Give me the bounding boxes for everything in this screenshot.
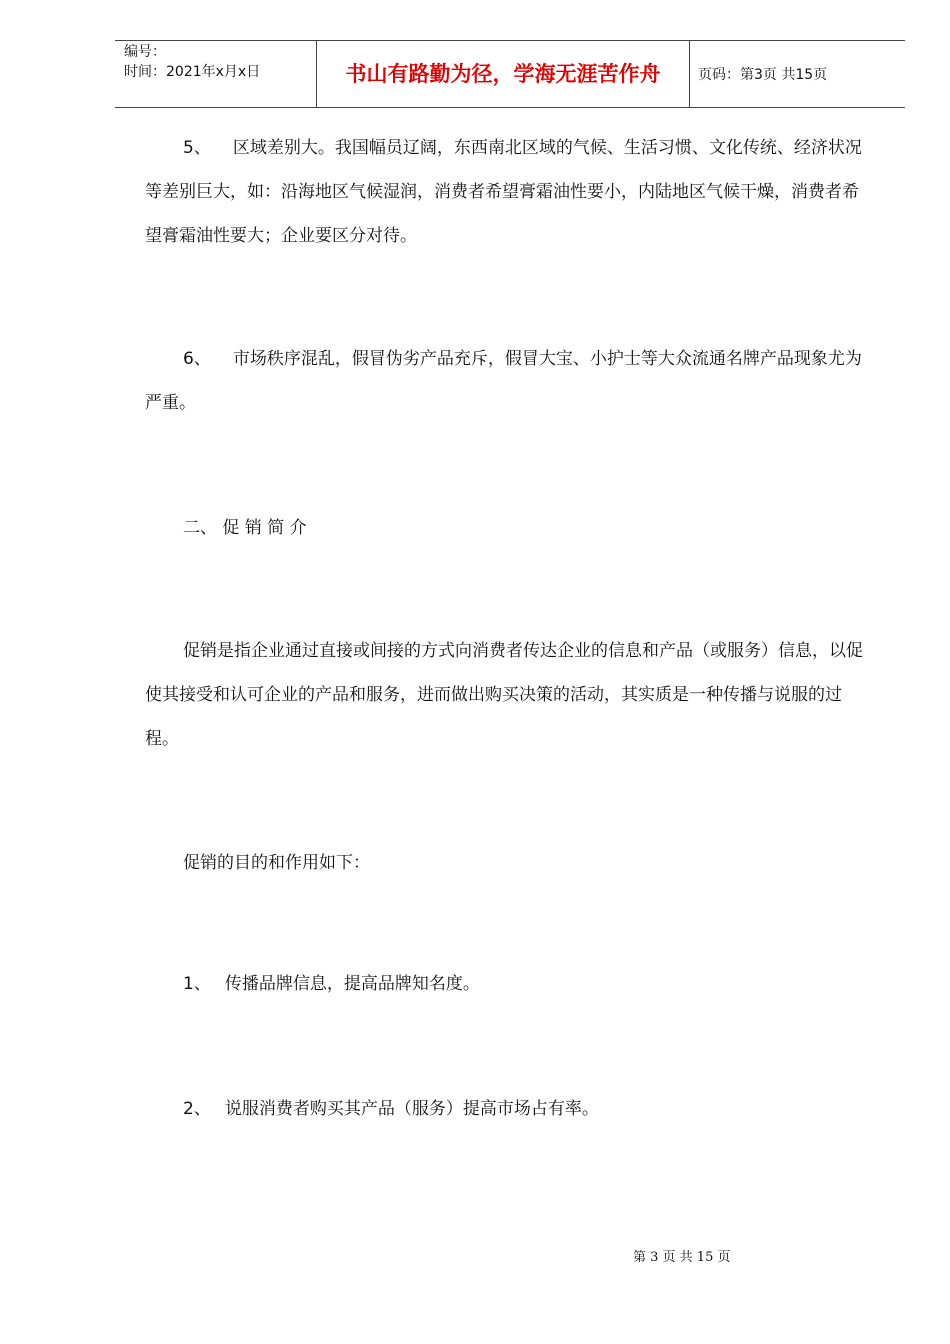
paragraph-item-5 [145,126,875,258]
paragraph-intro [145,629,875,761]
item-6-text: 市场秩序混乱，假冒伪劣产品充斥，假冒大宝、小护士等大众流通名牌产品现象尤为严重。 [145,349,862,413]
header-time-label: 时间：2021年x月x日 [124,64,261,80]
header-divider-left [316,41,317,107]
header-bottom-rule [115,107,905,108]
item-2-number: 2、 [183,1099,211,1119]
list-item-1 [145,962,875,1006]
header-divider-right [689,41,690,107]
header-page-label: 页码：第3页 共15页 [698,67,828,83]
intro-text: 促销是指企业通过直接或间接的方式向消费者传达企业的信息和产品（或服务）信息，以促使其接受和认可企业的产品和服务，进而做出购买决策的活动，其实质是一种传播与说服的过程。 [145,641,863,749]
purpose-text: 促销的目的和作用如下： [183,853,370,873]
header-top-rule [115,40,905,41]
paragraph-item-6 [145,337,875,425]
item-5-number: 5、 [183,138,211,158]
item-5-text: 区域差别大。我国幅员辽阔，东西南北区域的气候、生活习惯、文化传统、经济状况等差别巨大，如：沿海地区气候湿润，消费者希望膏霜油性要小，内陆地区气候干燥，消费者希望膏霜油性要大；企业要区分对待。 [145,138,862,246]
item-6-number: 6、 [183,349,211,369]
section-title: 二、 促 销 简 介 [183,518,307,538]
page-footer: 第 3 页 共 15 页 [633,1250,731,1265]
section-heading [145,506,875,550]
item-1-text: 传播品牌信息，提高品牌知名度。 [224,974,480,994]
item-1-number: 1、 [183,974,211,994]
paragraph-purpose [145,841,875,885]
header-motto: 书山有路勤为径，学海无涯苦作舟 [345,61,661,86]
list-item-2 [145,1087,875,1131]
header-meta [124,42,260,82]
item-2-text: 说服消费者购买其产品（服务）提高市场占有率。 [224,1099,599,1119]
header-number-label: 编号： [124,44,166,60]
